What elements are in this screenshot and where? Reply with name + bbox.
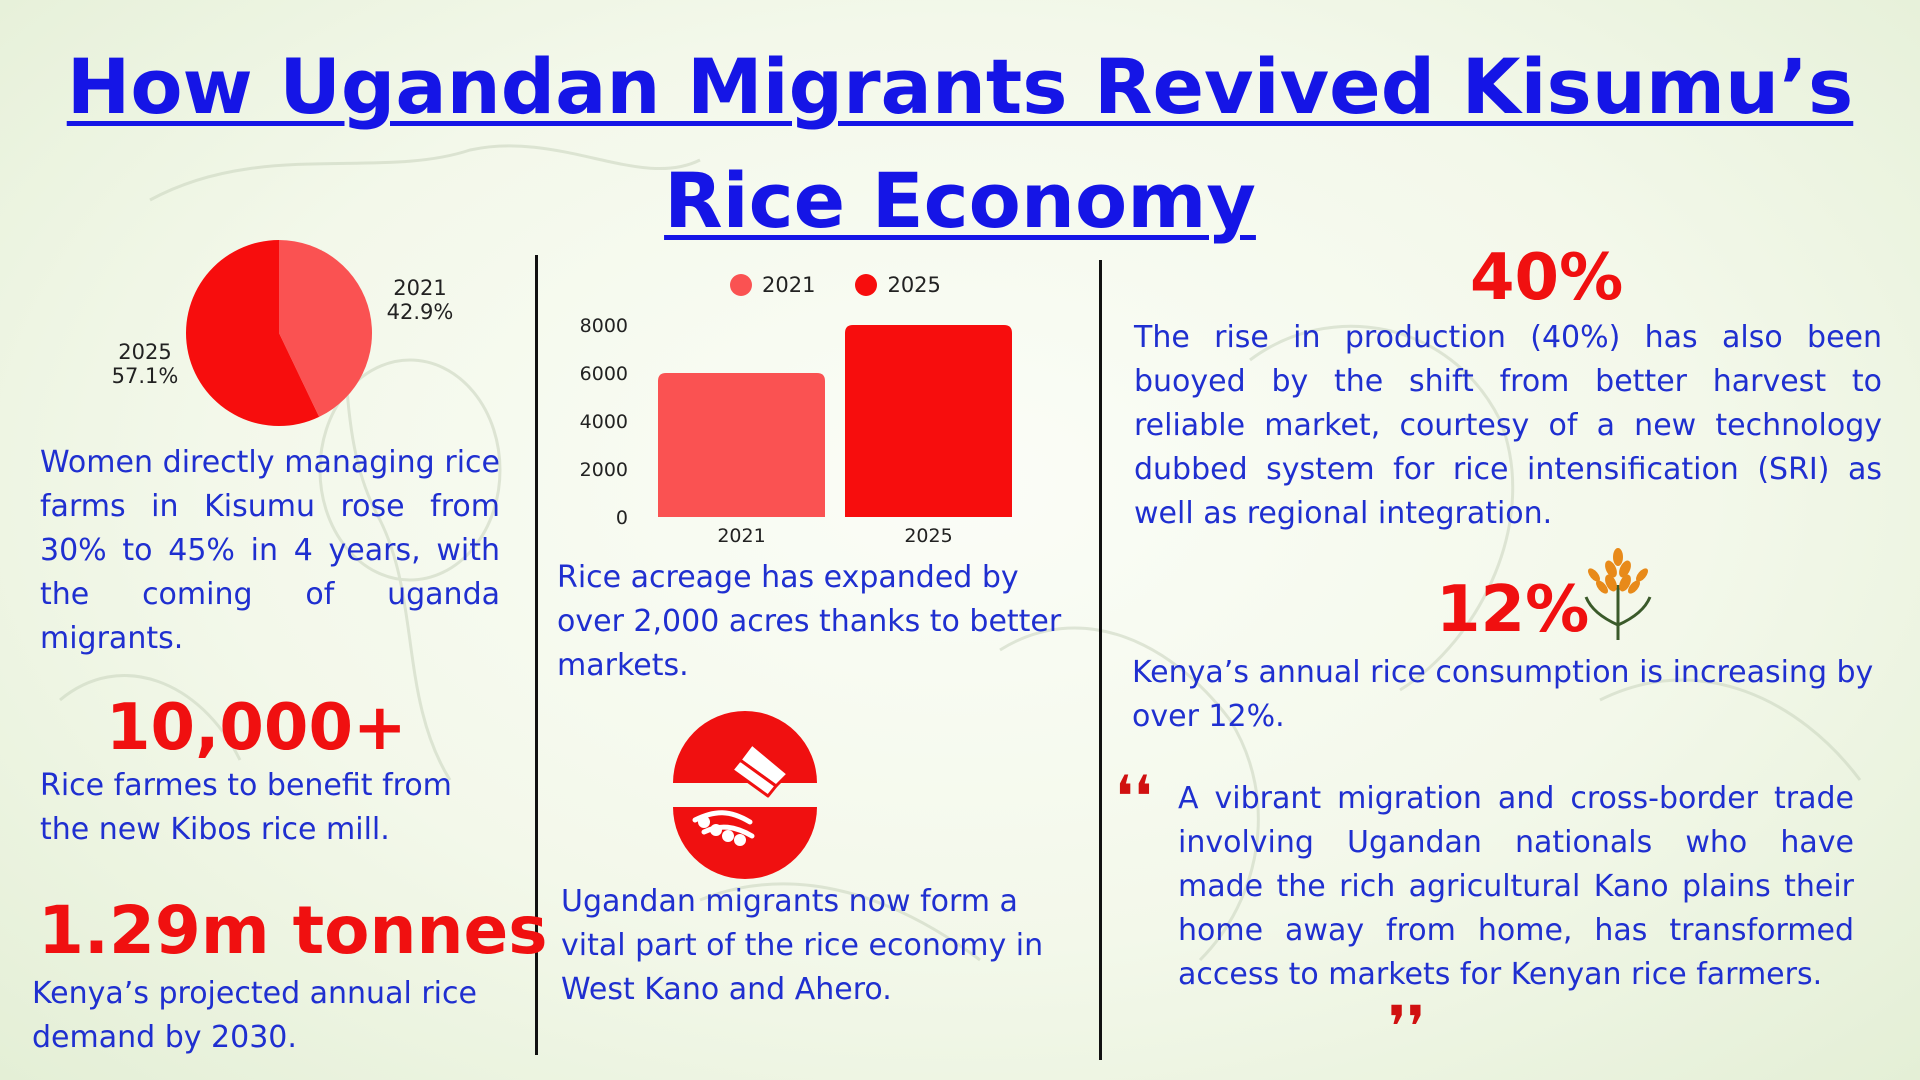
migrants-text: Ugandan migrants now form a vital part of the rice economy in West Kano and Ahero. — [561, 884, 1044, 1007]
legend-label-2021: 2021 — [762, 273, 816, 297]
legend-swatch-2025 — [855, 274, 877, 296]
x-tick-label-2025: 2025 — [904, 525, 953, 547]
pie-label-2021-name: 2021 — [393, 276, 447, 300]
quote-open-icon: ❛❛ — [1115, 763, 1153, 831]
legend-swatch-2021 — [730, 274, 752, 296]
quote-close-icon: ❜❜ — [1388, 993, 1426, 1061]
stat-demand-text: Kenya’s projected annual rice demand by 2030. — [32, 976, 477, 1055]
stat-farmers-value: 10,000+ — [106, 691, 407, 765]
pie-label-2025-name: 2025 — [118, 340, 172, 364]
pie-label-2025-value: 57.1% — [111, 364, 179, 388]
y-tick-label: 2000 — [579, 459, 628, 481]
pie-label-2021 — [375, 276, 465, 324]
y-tick-label: 8000 — [579, 315, 628, 337]
production-text: The rise in production (40%) has also been buoyed by the shift from better harvest to reliable market, courtesy of a new technology dubbed system for rice intensification (SRI) as well as regional integration. — [1134, 320, 1882, 531]
handshake-icon — [660, 710, 830, 880]
stat-consumption-value: 12% — [1436, 573, 1590, 647]
page-title — [0, 30, 1920, 258]
y-tick-label: 6000 — [579, 363, 628, 385]
quote-text: A vibrant migration and cross-border trade involving Ugandan nationals who have made the rich agricultural Kano plains their home away from home, has transformed access to markets for Kenyan rice farmers. — [1178, 781, 1854, 992]
bar-2025 — [845, 325, 1012, 517]
bar-chart — [560, 310, 1040, 550]
legend-item-2025 — [855, 273, 940, 297]
title-line-2: Rice Economy — [664, 156, 1256, 245]
bar-2021 — [658, 373, 825, 517]
y-tick-label: 0 — [615, 507, 628, 529]
legend-label-2025: 2025 — [887, 273, 941, 297]
pie-chart — [184, 238, 374, 428]
title-line-1: How Ugandan Migrants Revived Kisumu’s — [66, 42, 1854, 131]
women-managing-text: Women directly managing rice farms in Kisumu rose from 30% to 45% in 4 years, with the coming of uganda migrants. — [40, 445, 500, 656]
y-tick-label: 4000 — [579, 411, 628, 433]
consumption-text: Kenya’s annual rice consumption is increasing by over 12%. — [1132, 655, 1874, 734]
stat-demand-value: 1.29m tonnes — [38, 892, 548, 969]
acreage-text: Rice acreage has expanded by over 2,000 acres thanks to better markets. — [557, 560, 1062, 683]
pie-label-2021-value: 42.9% — [386, 300, 454, 324]
bar-chart-legend — [730, 273, 941, 297]
rice-plant-icon — [1580, 545, 1656, 640]
legend-item-2021 — [730, 273, 815, 297]
column-divider-right — [1099, 260, 1102, 1060]
stat-farmers-text: Rice farmes to benefit from the new Kibos rice mill. — [40, 768, 452, 847]
pie-label-2025 — [100, 340, 190, 388]
x-tick-label-2021: 2021 — [717, 525, 766, 547]
stat-production-value: 40% — [1470, 241, 1624, 315]
